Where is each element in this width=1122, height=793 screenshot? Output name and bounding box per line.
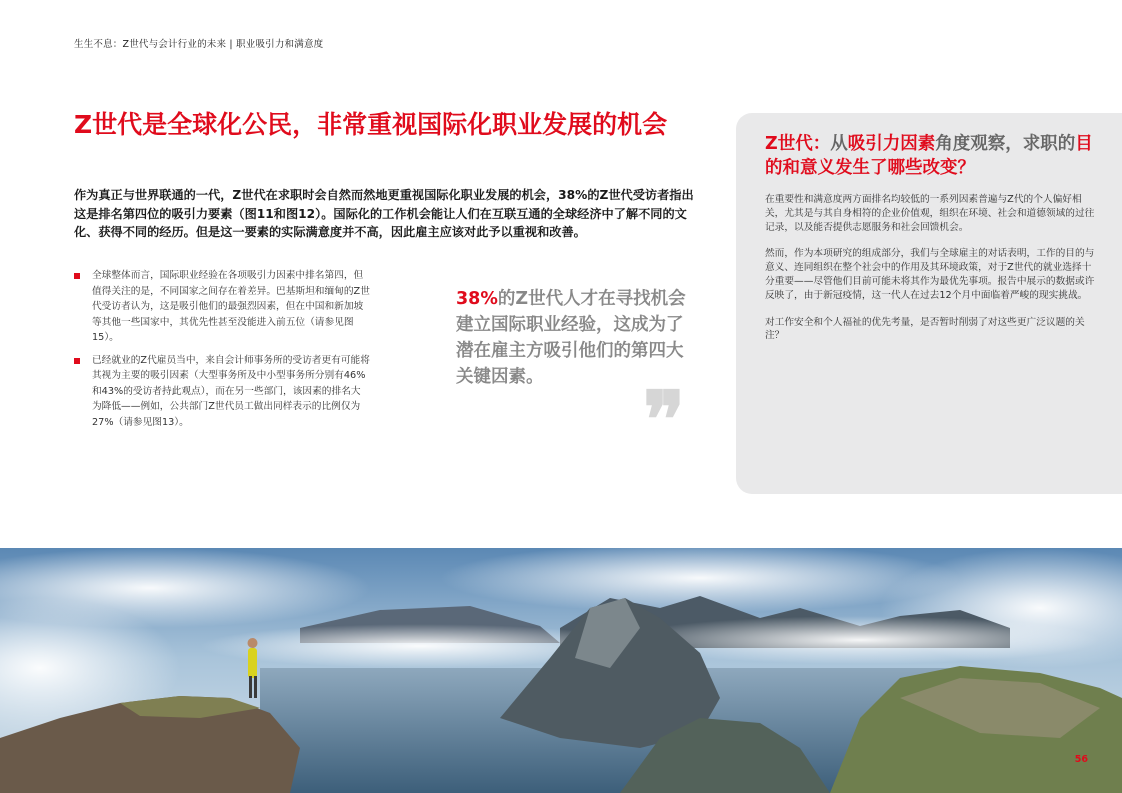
panel-body	[765, 193, 1095, 356]
panel-title-part: 角度观察，求职的	[935, 134, 1076, 154]
pull-quote-text: 的Z世代人才在寻找机会建立国际职业经验，这成为了潜在雇主方吸引他们的第四大关键因素。	[456, 289, 686, 387]
bullet-list	[74, 268, 370, 437]
lead-paragraph: 作为真正与世界联通的一代，Z世代在求职时会自然而然地更重视国际化职业发展的机会，38%的Z世代受访者指出这是排名第四位的吸引力要素（图11和图12）。国际化的工作机会能让人们在互联互通的全球经济中了解不同的文化、获得不同的经历。但是这一要素的实际满意度并不高，因此雇主应该对此予以重视和改善。	[74, 188, 694, 239]
panel-title	[765, 132, 1105, 180]
panel-title-part: 和	[782, 158, 800, 178]
panel-title-part: 发生了哪些改变？	[835, 158, 975, 178]
closing-quote-icon: ❞	[643, 375, 685, 466]
page-title: Z世代是全球化公民，非常重视国际化职业发展的机会	[74, 110, 668, 139]
hiker-figure	[248, 648, 257, 678]
list-item	[74, 353, 370, 431]
landscape-photo	[0, 548, 1122, 793]
panel-title-part: 吸引力因素	[847, 134, 936, 154]
panel-paragraph: 在重要性和满意度两方面排名均较低的一系列因素普遍与Z代的个人偏好相关，尤其是与其自身相符的企业价值观，组织在环境、社会和道德领域的过往记录，以及能否提供志愿服务和社会回馈机会。	[765, 194, 1095, 233]
bullet-square-icon	[74, 358, 80, 364]
panel-title-part: Z世代：	[765, 134, 831, 154]
panel-paragraph: 然而，作为本项研究的组成部分，我们与全球雇主的对话表明，工作的目的与意义、连同组织在整个社会中的作用及其环境政策，对于Z世代的就业选择十分重要——尽管他们目前可能未将其作为最优先事项。报告中展示的数据或许反映了，由于新冠疫情，这一代人在过去12个月中面临着严峻的现实挑战。	[765, 248, 1095, 301]
breadcrumb: 生生不息：Z世代与会计行业的未来 | 职业吸引力和满意度	[74, 39, 324, 50]
pull-quote-highlight: 38%	[456, 289, 498, 309]
bullet-text: 全球整体而言，国际职业经验在各项吸引力因素中排名第四，但值得关注的是，不同国家之间存在着差异。巴基斯坦和缅甸的Z世代受访者认为，这是吸引他们的最强烈因素，但在中国和新加坡等其他一些国家中，其优先性甚至没能进入前五位（请参见图15）。	[92, 270, 370, 343]
panel-title-part: 从	[830, 134, 848, 154]
panel-paragraph: 对工作安全和个人福祉的优先考量，是否暂时削弱了对这些更广泛议题的关注？	[765, 316, 1085, 342]
panel-title-part: 意义	[800, 158, 835, 178]
bullet-text: 已经就业的Z代雇员当中，来自会计师事务所的受访者更有可能将其视为主要的吸引因素（大型事务所及中小型事务所分别有46%和43%的受访者持此观点），而在另一些部门，该因素的排名大为降低——例如，公共部门Z世代员工做出同样表示的比例仅为27%（请参见图13）。	[92, 354, 370, 428]
panel-title-part: 目的	[765, 134, 1093, 178]
page-number: 56	[1074, 754, 1088, 765]
bullet-square-icon	[74, 273, 80, 279]
list-item	[74, 268, 370, 346]
